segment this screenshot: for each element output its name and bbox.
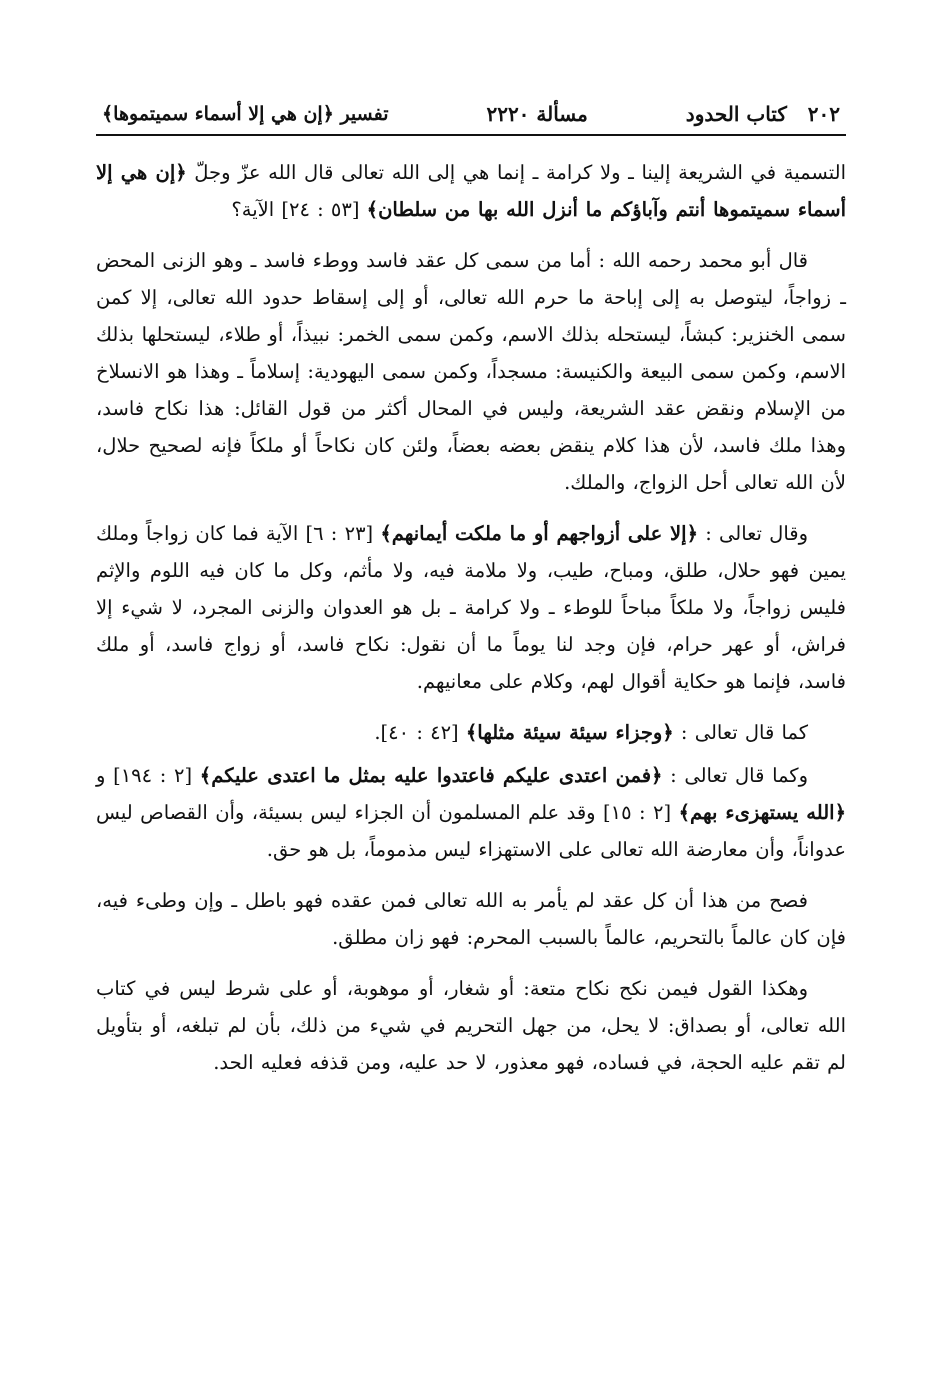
- header-book-info: [686, 100, 840, 128]
- section-topic: تفسير ﴿إن هي إلا أسماء سميتموها﴾: [102, 103, 389, 125]
- text-run: [٢ : ١٥] وقد علم المسلمون أن الجزاء ليس بسيئة، وأن القصاص ليس عدواناً، وأن معارضة الله تعالى على الاستهزاء ليس مذموماً، بل هو حق.: [96, 801, 846, 861]
- paragraph-3: [96, 515, 846, 700]
- issue-number: مسألة ٢٢٢٠: [486, 102, 588, 126]
- text-run: [٢٣ : ٦] الآية فما كان زواجاً وملك يمين فهو حلال، طلق، ومباح، طيب، ولا ملامة فيه، ولا مأثم، وكل ما كان فيه اللوم والإثم فليس زواجاً، ولا ملكاً مباحاً للوطء ـ ولا كرامة ـ بل هو العدوان والزنى المجرد، لا شيء إلا فراش، أو عهر حرام، فإن وجد لنا يوماً ما أن نقول: نكاح فاسد، أو زواج فاسد، أو ملك فاسد، فإنما هو حكاية أقوال لهم، وكلام على معانيهم.: [96, 522, 846, 693]
- quran-quote: ﴿إلا على أزواجهم أو ما ملكت أيمانهم﴾: [380, 522, 699, 545]
- text-run: [٤٢ : ٤٠].: [374, 721, 466, 744]
- text-run: [٥٣ : ٢٤] الآية؟: [231, 198, 367, 221]
- quran-quote: ﴿وجزاء سيئة سيئة مثلها﴾: [465, 721, 674, 744]
- page-body: [96, 136, 846, 1081]
- quran-quote: ﴿الله يستهزىء بهم﴾: [678, 801, 847, 824]
- text-run: وكما قال تعالى :: [662, 764, 809, 787]
- book-title: كتاب الحدود: [685, 102, 787, 126]
- text-run: كما قال تعالى :: [673, 721, 808, 744]
- paragraph-4: [96, 714, 846, 751]
- paragraph-6: فصح من هذا أن كل عقد لم يأمر به الله تعالى فمن عقده فهو باطل ـ وإن وطىء فيه، فإن كان عالماً بالتحريم، عالماً بالسبب المحرم: فهو زان مطلق.: [96, 889, 846, 949]
- paragraph-2: قال أبو محمد رحمه الله : أما من سمى كل عقد فاسد ووطء فاسد ـ وهو الزنى المحض ـ زواجاً، ليتوصل به إلى إباحة ما حرم الله تعالى، أو إلى إسقاط حدود الله تعالى، إلا كمن سمى الخنزير: كبشاً، ليستحله بذلك الاسم، وكمن سمى الخمر: نبيذاً، أو طلاء، ليستحلها بذلك الاسم، وكمن سمى البيعة والكنيسة: مسجداً، وكمن سمى اليهودية: إسلاماً ـ وهذا هو الانسلاخ من الإسلام ونقض عقد الشريعة، وليس في المحال أكثر من قول القائل: هذا نكاح فاسد، وهذا ملك فاسد، لأن هذا كلام ينقض بعضه بعضاً، ولئن كان نكاحاً أو ملكاً فإنه لصحيح حلال، لأن الله تعالى أحل الزواج، والملك.: [96, 249, 846, 494]
- paragraph-1: [96, 154, 846, 228]
- quran-quote: ﴿إن هي إلا أسماء سميتموها أنتم وآباؤكم ما أنزل الله بها من سلطان﴾: [96, 161, 846, 221]
- quran-quote: ﴿فمن اعتدى عليكم فاعتدوا عليه بمثل ما اعتدى عليكم﴾: [199, 764, 663, 787]
- page-number: ٢٠٢: [807, 102, 840, 126]
- text-run: التسمية في الشريعة إلينا ـ ولا كرامة ـ إنما هي إلى الله تعالى قال الله عزّ وجلّ: [186, 161, 846, 184]
- paragraph-5: [96, 757, 846, 868]
- paragraph-7: وهكذا القول فيمن نكح نكاح متعة: أو شغار، أو موهوبة، أو على شرط ليس في كتاب الله تعالى، أو بصداق: لا يحل، من جهل التحريم في شيء من ذلك، بأن لم تبلغه، أو بتأويل لم تقم عليه الحجة، في فساده، فهو معذور، لا حد عليه، ومن قذفه فعليه الحد.: [96, 977, 846, 1074]
- running-header: [96, 100, 846, 136]
- text-run: وقال تعالى :: [698, 522, 809, 545]
- text-run: [٢ : ١٩٤] و: [96, 764, 200, 787]
